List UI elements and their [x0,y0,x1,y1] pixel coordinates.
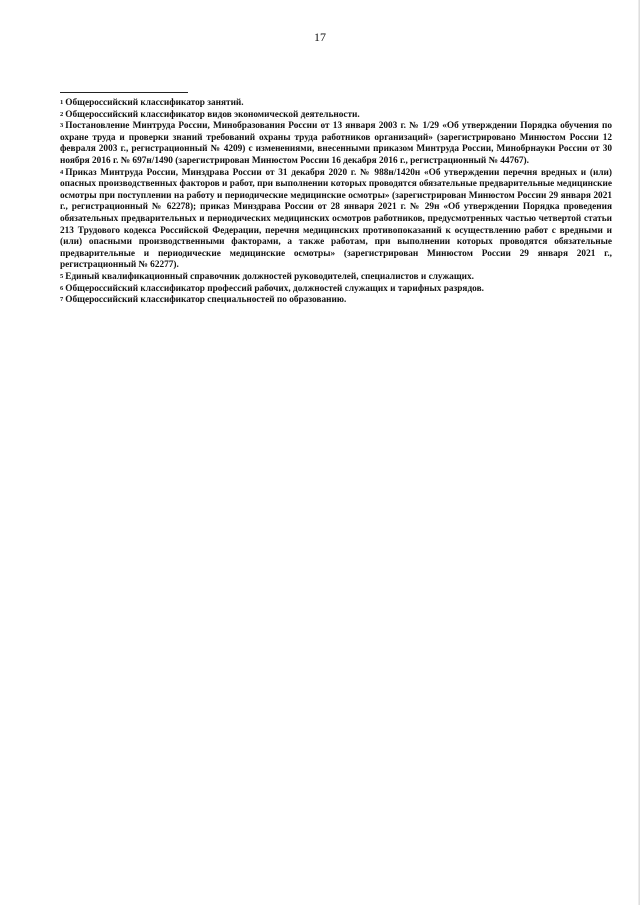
footnote-text: Общероссийский классификатор специальностей по образованию. [65,295,347,306]
footnote-3 [60,121,612,167]
footnote-marker: 7 [60,296,64,304]
footnote-marker: 2 [60,110,64,118]
footnote-6 [60,284,612,296]
footnote-text: Единый квалификационный справочник должностей руководителей, специалистов и служащих. [65,271,475,282]
footnote-text: Приказ Минтруда России, Минздрава России от 31 декабря 2020 г. № 988н/1420н «Об утверждении перечня вредных и (или) опасных производственных факторов и работ, при выполнении которых проводятся обязательные предварительные медицинские осмотры при поступлении на работу и периодические медицинские осмотры» (зарегистрирован Минюстом России 29 января 2021 г., регистрационный № 62278); приказ Минздрава России от 28 января 2021 г. № 29н «Об утверждении Порядка проведения обязательных предварительных и периодических медицинских осмотров работников, предусмотренных частью четвертой статьи 213 Трудового кодекса Российской Федерации, перечня медицинских противопоказаний к осуществлению работ с вредными и (или) опасными производственными факторами, а также работам, при выполнении которых проводятся обязательные предварительные и периодические медицинские осмотры» (зарегистрирован Минюстом России 29 января 2021 г., регистрационный № 62277). [60,167,612,271]
footnote-7 [60,295,612,307]
footnote-separator [60,92,188,93]
footnotes-section [60,98,612,307]
footnote-1 [60,98,612,110]
footnote-marker: 4 [60,168,64,176]
footnote-marker: 3 [60,122,64,130]
footnote-text: Общероссийский классификатор видов экономической деятельности. [65,109,360,120]
footnote-marker: 1 [60,99,64,106]
footnote-marker: 6 [60,284,64,292]
footnote-text: Постановление Минтруда России, Минобразования России от 13 января 2003 г. № 1/29 «Об утверждении Порядка обучения по охране труда и проверки знаний требований охраны труда работников организаций» (зарегистрировано Минюстом России 12 февраля 2003 г., регистрационный № 4209) с изменениями, внесенными приказом Минтруда России, Минобрнауки России от 30 ноября 2016 г. № 697н/1490 (зарегистрирован Минюстом России 16 декабря 2016 г., регистрационный № 44767). [60,121,612,166]
footnote-text: Общероссийский классификатор занятий. [65,98,244,108]
footnote-5 [60,272,612,284]
footnote-marker: 5 [60,272,64,280]
page-number: 17 [314,30,326,44]
footnote-4 [60,168,612,272]
footnote-2 [60,110,612,122]
footnote-text: Общероссийский классификатор профессий рабочих, должностей служащих и тарифных разрядов. [65,283,484,294]
